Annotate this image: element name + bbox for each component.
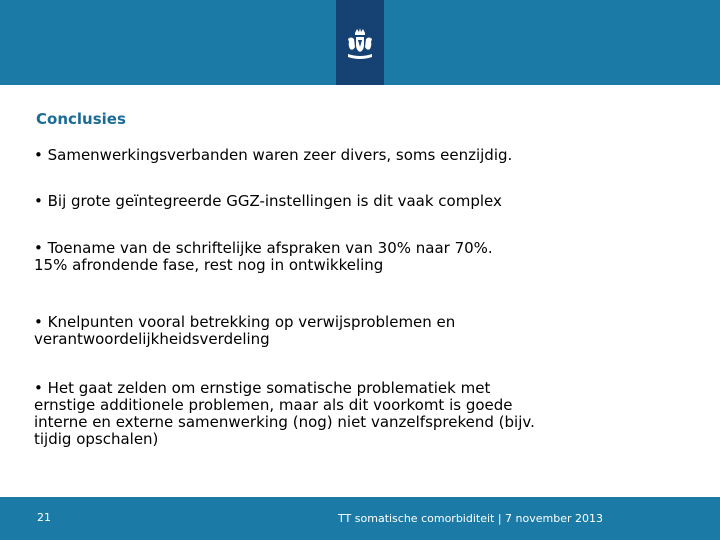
coat-of-arms-icon (345, 27, 375, 61)
bullet-item: • Knelpunten vooral betrekking op verwijsproblemen en verantwoordelijkheidsverdeling (34, 313, 456, 348)
top-banner (0, 0, 720, 85)
bullet-item: • Het gaat zelden om ernstige somatische problematiek met ernstige additionele problemen, maar als dit voorkomt is goede interne en externe samenwerking (nog) niet vanzelfsprekend (bijv. tijdig opschalen) (34, 379, 535, 448)
logo-strip (336, 0, 384, 85)
page-number: 21 (37, 511, 51, 524)
slide-title: Conclusies (36, 110, 126, 128)
bullet-item: • Toename van de schriftelijke afspraken van 30% naar 70%. 15% afrondende fase, rest nog in ontwikkeling (34, 239, 493, 274)
footer-bar (0, 497, 720, 540)
footer-caption: TT somatische comorbiditeit | 7 november 2013 (338, 512, 603, 525)
bullet-item: • Bij grote geïntegreerde GGZ-instellingen is dit vaak complex (34, 192, 502, 210)
bullet-item: • Samenwerkingsverbanden waren zeer divers, soms eenzijdig. (34, 146, 513, 164)
